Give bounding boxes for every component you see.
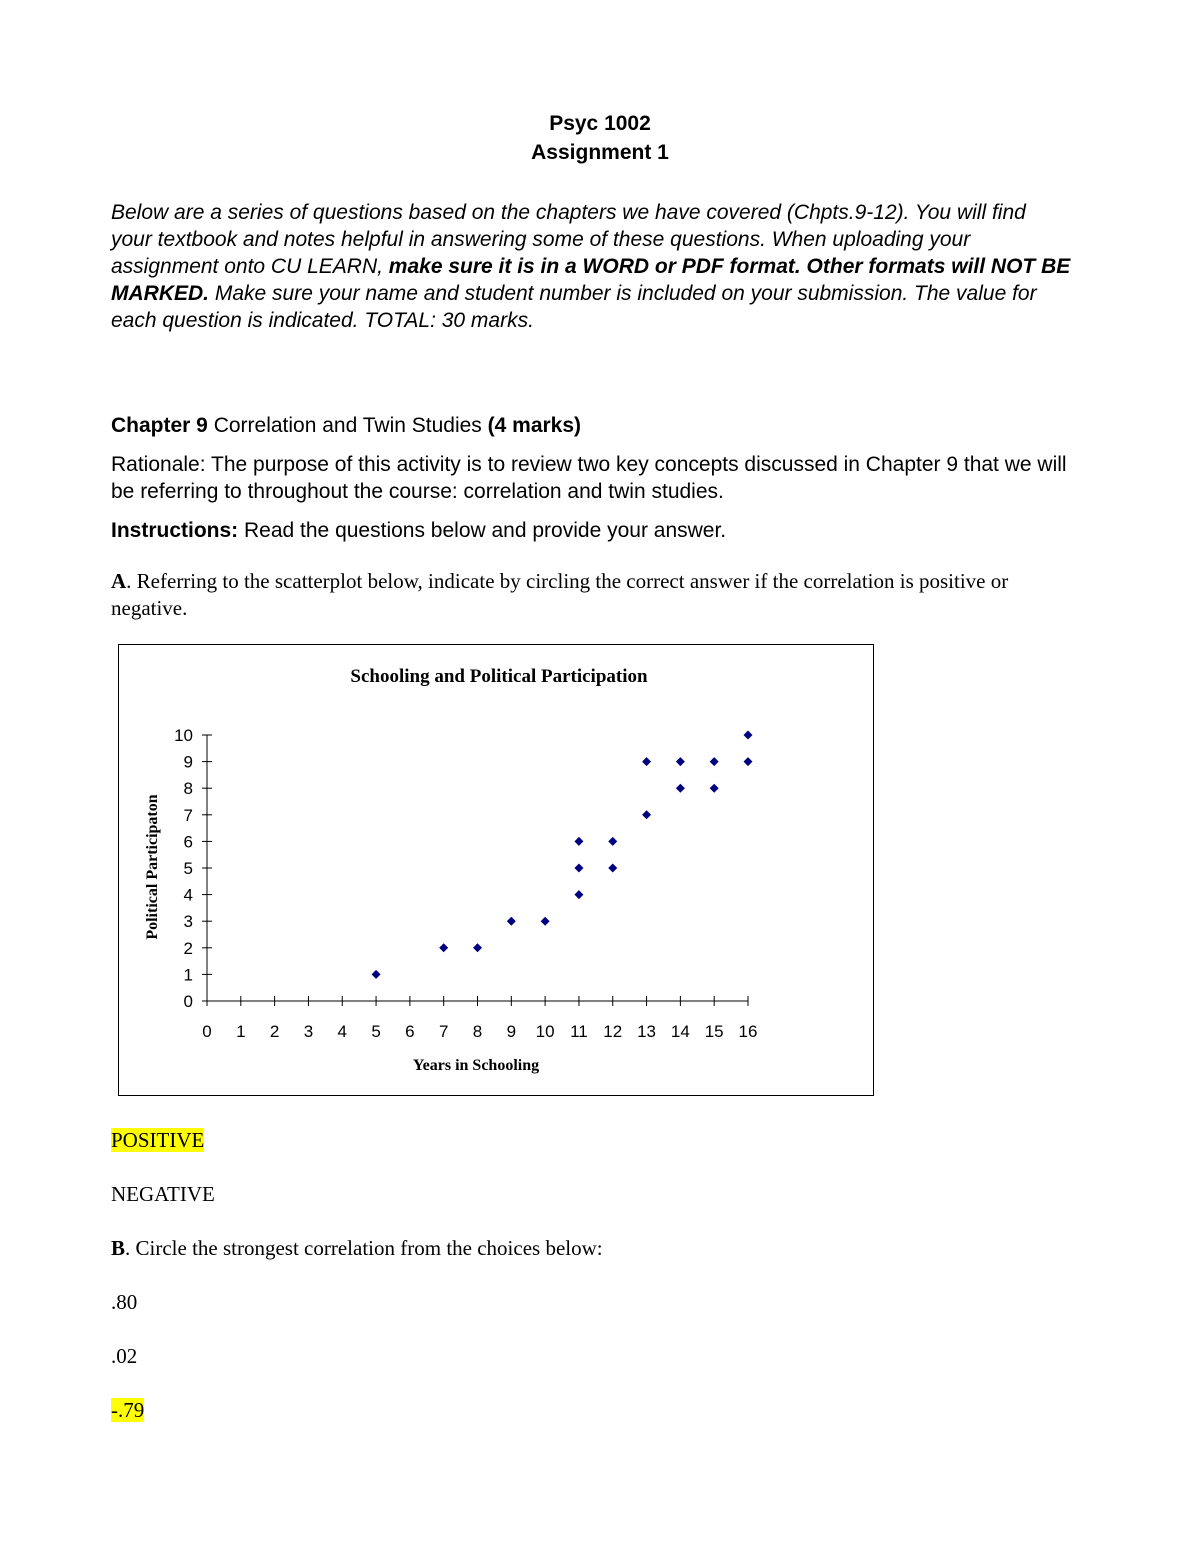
y-tick-label: 6 — [183, 832, 193, 852]
option-080[interactable] — [111, 1289, 137, 1316]
option-002-label: .02 — [111, 1344, 138, 1368]
scatter-point — [744, 731, 753, 740]
rationale-paragraph: Rationale: The purpose of this activity is to review two key concepts discussed in Chapter 9 that we will be referring to throughout the course: correlation and twin studies. — [111, 453, 1067, 503]
x-tick-label: 14 — [670, 1022, 690, 1041]
x-tick-label: 8 — [472, 1022, 483, 1041]
instructions-text: Read the questions below and provide your answer. — [238, 519, 727, 542]
y-tick-label: 4 — [183, 885, 193, 905]
question-a-text: . Referring to the scatterplot below, indicate by circling the correct answer if the correlation is positive or negative. — [111, 569, 1009, 620]
scatter-point — [710, 784, 719, 793]
chapter-marks: (4 marks) — [487, 414, 582, 437]
option-negative-label: NEGATIVE — [111, 1182, 215, 1206]
x-tick-label: 0 — [202, 1022, 212, 1041]
scatterplot-chart — [119, 645, 872, 1094]
scatter-point — [439, 943, 448, 952]
y-tick-label: 0 — [183, 992, 193, 1011]
scatter-point — [710, 757, 719, 766]
x-tick-label: 5 — [371, 1022, 381, 1041]
y-tick-label: 5 — [183, 859, 193, 878]
chapter-label: Chapter 9 — [111, 414, 208, 437]
scatter-point — [608, 837, 617, 846]
intro-paragraph — [111, 199, 1071, 334]
option-002[interactable] — [111, 1343, 137, 1370]
question-a-letter: A — [111, 569, 127, 593]
instructions-label: Instructions: — [111, 519, 239, 542]
intro-text-2: Make sure your name and student number is included on your submission. The value for each question is indicated. TOTAL: 30 marks. — [111, 282, 1037, 332]
scatter-point — [574, 837, 583, 846]
scatter-point — [574, 890, 583, 899]
x-tick-label: 16 — [738, 1022, 758, 1041]
x-tick-label: 6 — [405, 1022, 415, 1041]
scatter-point — [507, 917, 516, 926]
scatter-point — [541, 917, 550, 926]
x-tick-label: 15 — [704, 1022, 724, 1041]
x-tick-label: 7 — [438, 1022, 449, 1041]
course-title: Psyc 1002 — [549, 112, 651, 135]
question-b-letter: B — [111, 1236, 126, 1260]
y-tick-label: 9 — [183, 752, 193, 772]
scatter-point — [574, 864, 583, 873]
x-tick-label: 9 — [506, 1022, 517, 1041]
chapter-topic: Correlation and Twin Studies — [207, 414, 488, 437]
scatter-point — [676, 784, 685, 793]
y-tick-label: 1 — [183, 965, 193, 985]
x-tick-label: 10 — [535, 1022, 555, 1041]
chapter-heading — [111, 412, 581, 439]
question-b-text: . Circle the strongest correlation from the choices below: — [125, 1236, 603, 1260]
x-tick-label: 3 — [303, 1022, 314, 1041]
option-080-label: .80 — [111, 1290, 138, 1314]
x-tick-label: 13 — [637, 1022, 657, 1041]
option-positive-label: POSITIVE — [111, 1128, 205, 1152]
x-axis-label: Years in Schooling — [412, 1057, 540, 1074]
y-tick-label: 2 — [183, 938, 193, 958]
x-tick-label: 11 — [570, 1022, 588, 1041]
intro-format-warning: make sure it is in a WORD or PDF format. Other formats will NOT BE MARKED. — [111, 255, 1071, 305]
scatter-point — [642, 757, 651, 766]
intro-text-1: Below are a series of questions based on the chapters we have covered (Chpts.9-12). You will find your textbook and notes helpful in answering some of these questions. When uploading your assignment onto CU LEARN, — [111, 201, 1026, 278]
assignment-title: Assignment 1 — [531, 141, 669, 164]
option-neg079[interactable] — [111, 1397, 144, 1424]
option-negative[interactable] — [111, 1181, 215, 1208]
scatter-point — [676, 757, 685, 766]
scatter-point — [642, 810, 651, 819]
instructions-line — [111, 517, 726, 544]
question-a — [111, 568, 1051, 622]
option-neg079-label: -.79 — [111, 1398, 145, 1422]
scatter-point — [473, 943, 482, 952]
x-tick-label: 12 — [603, 1022, 623, 1041]
scatter-point — [372, 970, 381, 979]
y-tick-label: 3 — [183, 912, 193, 932]
x-tick-label: 2 — [269, 1022, 280, 1041]
scatter-point — [608, 864, 617, 873]
y-tick-label: 7 — [183, 805, 193, 825]
chart-title: Schooling and Political Participation — [350, 666, 648, 687]
x-tick-label: 1 — [236, 1022, 246, 1041]
option-positive[interactable] — [111, 1127, 204, 1154]
y-tick-label: 8 — [183, 779, 193, 799]
x-tick-label: 4 — [337, 1022, 347, 1041]
question-b — [111, 1235, 603, 1262]
scatter-point — [744, 757, 753, 766]
y-tick-label: 10 — [174, 726, 193, 745]
scatterplot-frame — [118, 644, 874, 1096]
y-axis-label: Political Participaton — [144, 794, 161, 940]
